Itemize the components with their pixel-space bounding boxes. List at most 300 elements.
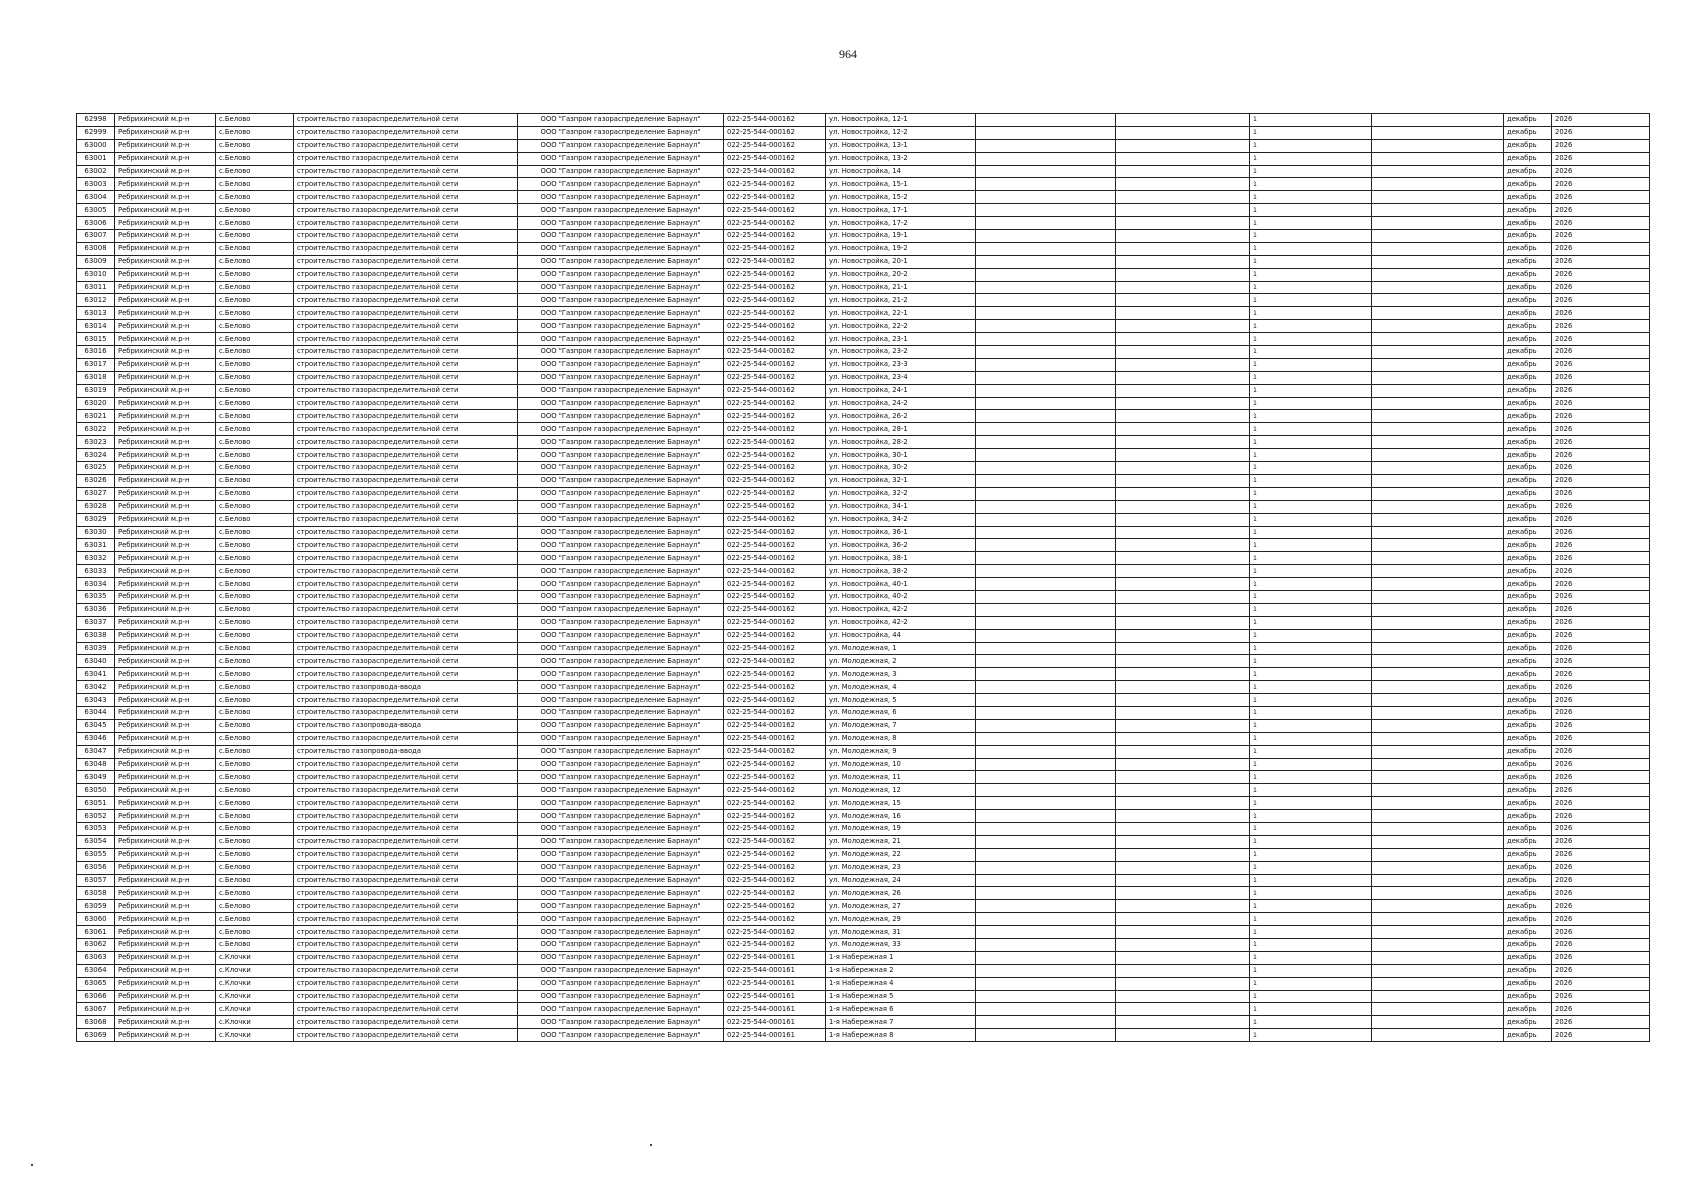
activity-cell: строительство газораспределительной сети: [294, 578, 518, 591]
month-cell: декабрь: [1504, 204, 1552, 217]
organization-cell: ООО "Газпром газораспределение Барнаул": [518, 951, 724, 964]
district-cell: Ребрихинский м.р-н: [115, 217, 216, 230]
year-cell: 2026: [1552, 230, 1650, 243]
organization-cell: ООО "Газпром газораспределение Барнаул": [518, 539, 724, 552]
table-row: [77, 848, 1650, 861]
quantity-cell: 1: [1250, 139, 1372, 152]
organization-cell: ООО "Газпром газораспределение Барнаул": [518, 848, 724, 861]
settlement-cell: с.Клочки: [216, 964, 294, 977]
activity-cell: строительство газораспределительной сети: [294, 268, 518, 281]
district-cell: Ребрихинский м.р-н: [115, 410, 216, 423]
district-cell: Ребрихинский м.р-н: [115, 513, 216, 526]
quantity-cell: 1: [1250, 797, 1372, 810]
blank-b-cell: [1116, 951, 1250, 964]
row-number-cell: 63066: [77, 990, 115, 1003]
row-number-cell: 63010: [77, 268, 115, 281]
year-cell: 2026: [1552, 590, 1650, 603]
table-row: [77, 487, 1650, 500]
table-row: [77, 810, 1650, 823]
blank-b-cell: [1116, 358, 1250, 371]
address-cell: ул. Новостройка, 28-1: [826, 423, 976, 436]
district-cell: Ребрихинский м.р-н: [115, 848, 216, 861]
quantity-cell: 1: [1250, 977, 1372, 990]
year-cell: 2026: [1552, 629, 1650, 642]
row-number-cell: 63040: [77, 655, 115, 668]
program-number-cell: 022-25-544-000162: [724, 526, 826, 539]
blank-a-cell: [976, 1016, 1116, 1029]
district-cell: Ребрихинский м.р-н: [115, 964, 216, 977]
activity-cell: строительство газораспределительной сети: [294, 371, 518, 384]
row-number-cell: 63045: [77, 719, 115, 732]
blank-b-cell: [1116, 397, 1250, 410]
program-number-cell: 022-25-544-000162: [724, 114, 826, 127]
year-cell: 2026: [1552, 848, 1650, 861]
settlement-cell: с.Белово: [216, 900, 294, 913]
activity-cell: строительство газораспределительной сети: [294, 668, 518, 681]
table-row: [77, 861, 1650, 874]
address-cell: ул. Новостройка, 19-1: [826, 230, 976, 243]
row-number-cell: 63037: [77, 616, 115, 629]
blank-a-cell: [976, 964, 1116, 977]
blank-c-cell: [1372, 655, 1504, 668]
year-cell: 2026: [1552, 977, 1650, 990]
year-cell: 2026: [1552, 784, 1650, 797]
row-number-cell: 63031: [77, 539, 115, 552]
row-number-cell: 63046: [77, 732, 115, 745]
blank-c-cell: [1372, 346, 1504, 359]
blank-b-cell: [1116, 822, 1250, 835]
program-number-cell: 022-25-544-000162: [724, 745, 826, 758]
district-cell: Ребрихинский м.р-н: [115, 165, 216, 178]
organization-cell: ООО "Газпром газораспределение Барнаул": [518, 526, 724, 539]
blank-a-cell: [976, 835, 1116, 848]
blank-a-cell: [976, 990, 1116, 1003]
table-row: [77, 719, 1650, 732]
year-cell: 2026: [1552, 358, 1650, 371]
month-cell: декабрь: [1504, 152, 1552, 165]
district-cell: Ребрихинский м.р-н: [115, 719, 216, 732]
blank-c-cell: [1372, 810, 1504, 823]
activity-cell: строительство газораспределительной сети: [294, 1029, 518, 1042]
blank-a-cell: [976, 371, 1116, 384]
organization-cell: ООО "Газпром газораспределение Барнаул": [518, 178, 724, 191]
blank-a-cell: [976, 629, 1116, 642]
row-number-cell: 63058: [77, 887, 115, 900]
activity-cell: строительство газораспределительной сети: [294, 926, 518, 939]
district-cell: Ребрихинский м.р-н: [115, 900, 216, 913]
blank-c-cell: [1372, 358, 1504, 371]
settlement-cell: с.Белово: [216, 745, 294, 758]
address-cell: ул. Новостройка, 24-1: [826, 384, 976, 397]
settlement-cell: с.Белово: [216, 230, 294, 243]
activity-cell: строительство газораспределительной сети: [294, 874, 518, 887]
district-cell: Ребрихинский м.р-н: [115, 771, 216, 784]
row-number-cell: 63065: [77, 977, 115, 990]
blank-a-cell: [976, 449, 1116, 462]
table-row: [77, 913, 1650, 926]
blank-b-cell: [1116, 745, 1250, 758]
table-row: [77, 694, 1650, 707]
table-row: [77, 217, 1650, 230]
district-cell: Ребрихинский м.р-н: [115, 835, 216, 848]
row-number-cell: 63017: [77, 358, 115, 371]
activity-cell: строительство газораспределительной сети: [294, 384, 518, 397]
year-cell: 2026: [1552, 616, 1650, 629]
organization-cell: ООО "Газпром газораспределение Барнаул": [518, 797, 724, 810]
month-cell: декабрь: [1504, 822, 1552, 835]
program-number-cell: 022-25-544-000162: [724, 822, 826, 835]
program-number-cell: 022-25-544-000162: [724, 668, 826, 681]
blank-a-cell: [976, 681, 1116, 694]
register-table: [76, 113, 1650, 1042]
activity-cell: строительство газораспределительной сети: [294, 706, 518, 719]
settlement-cell: с.Белово: [216, 165, 294, 178]
year-cell: 2026: [1552, 964, 1650, 977]
program-number-cell: 022-25-544-000162: [724, 423, 826, 436]
blank-b-cell: [1116, 526, 1250, 539]
program-number-cell: 022-25-544-000162: [724, 629, 826, 642]
blank-b-cell: [1116, 281, 1250, 294]
program-number-cell: 022-25-544-000161: [724, 990, 826, 1003]
quantity-cell: 1: [1250, 1016, 1372, 1029]
row-number-cell: 63028: [77, 500, 115, 513]
district-cell: Ребрихинский м.р-н: [115, 397, 216, 410]
month-cell: декабрь: [1504, 835, 1552, 848]
table-row: [77, 681, 1650, 694]
settlement-cell: с.Белово: [216, 822, 294, 835]
year-cell: 2026: [1552, 294, 1650, 307]
year-cell: 2026: [1552, 436, 1650, 449]
blank-b-cell: [1116, 590, 1250, 603]
activity-cell: строительство газораспределительной сети: [294, 462, 518, 475]
table-row: [77, 835, 1650, 848]
row-number-cell: 63056: [77, 861, 115, 874]
table-row: [77, 655, 1650, 668]
program-number-cell: 022-25-544-000162: [724, 513, 826, 526]
program-number-cell: 022-25-544-000162: [724, 926, 826, 939]
program-number-cell: 022-25-544-000162: [724, 603, 826, 616]
year-cell: 2026: [1552, 1016, 1650, 1029]
activity-cell: строительство газораспределительной сети: [294, 900, 518, 913]
program-number-cell: 022-25-544-000162: [724, 861, 826, 874]
activity-cell: строительство газораспределительной сети: [294, 320, 518, 333]
blank-c-cell: [1372, 474, 1504, 487]
organization-cell: ООО "Газпром газораспределение Барнаул": [518, 320, 724, 333]
blank-c-cell: [1372, 436, 1504, 449]
activity-cell: строительство газораспределительной сети: [294, 552, 518, 565]
settlement-cell: с.Белово: [216, 371, 294, 384]
month-cell: декабрь: [1504, 848, 1552, 861]
organization-cell: ООО "Газпром газораспределение Барнаул": [518, 565, 724, 578]
blank-b-cell: [1116, 565, 1250, 578]
program-number-cell: 022-25-544-000161: [724, 1016, 826, 1029]
blank-a-cell: [976, 887, 1116, 900]
district-cell: Ребрихинский м.р-н: [115, 114, 216, 127]
row-number-cell: 63029: [77, 513, 115, 526]
blank-a-cell: [976, 655, 1116, 668]
blank-c-cell: [1372, 887, 1504, 900]
row-number-cell: 63006: [77, 217, 115, 230]
settlement-cell: с.Белово: [216, 616, 294, 629]
program-number-cell: 022-25-544-000161: [724, 977, 826, 990]
blank-b-cell: [1116, 719, 1250, 732]
blank-c-cell: [1372, 114, 1504, 127]
month-cell: декабрь: [1504, 874, 1552, 887]
settlement-cell: с.Белово: [216, 449, 294, 462]
organization-cell: ООО "Газпром газораспределение Барнаул": [518, 204, 724, 217]
district-cell: Ребрихинский м.р-н: [115, 500, 216, 513]
blank-c-cell: [1372, 384, 1504, 397]
quantity-cell: 1: [1250, 784, 1372, 797]
activity-cell: строительство газораспределительной сети: [294, 758, 518, 771]
quantity-cell: 1: [1250, 449, 1372, 462]
program-number-cell: 022-25-544-000162: [724, 539, 826, 552]
row-number-cell: 63026: [77, 474, 115, 487]
table-row: [77, 642, 1650, 655]
table-row: [77, 165, 1650, 178]
blank-c-cell: [1372, 281, 1504, 294]
address-cell: ул. Молодежная, 16: [826, 810, 976, 823]
address-cell: ул. Молодежная, 10: [826, 758, 976, 771]
row-number-cell: 63060: [77, 913, 115, 926]
blank-c-cell: [1372, 526, 1504, 539]
blank-c-cell: [1372, 565, 1504, 578]
blank-c-cell: [1372, 255, 1504, 268]
blank-c-cell: [1372, 616, 1504, 629]
year-cell: 2026: [1552, 307, 1650, 320]
table-row: [77, 552, 1650, 565]
program-number-cell: 022-25-544-000162: [724, 835, 826, 848]
activity-cell: строительство газораспределительной сети: [294, 694, 518, 707]
blank-c-cell: [1372, 797, 1504, 810]
program-number-cell: 022-25-544-000162: [724, 139, 826, 152]
address-cell: ул. Новостройка, 22-2: [826, 320, 976, 333]
district-cell: Ребрихинский м.р-н: [115, 565, 216, 578]
year-cell: 2026: [1552, 874, 1650, 887]
quantity-cell: 1: [1250, 358, 1372, 371]
program-number-cell: 022-25-544-000162: [724, 900, 826, 913]
quantity-cell: 1: [1250, 900, 1372, 913]
settlement-cell: с.Белово: [216, 939, 294, 952]
blank-a-cell: [976, 590, 1116, 603]
district-cell: Ребрихинский м.р-н: [115, 230, 216, 243]
month-cell: декабрь: [1504, 384, 1552, 397]
blank-c-cell: [1372, 951, 1504, 964]
row-number-cell: 62998: [77, 114, 115, 127]
row-number-cell: 63005: [77, 204, 115, 217]
quantity-cell: 1: [1250, 526, 1372, 539]
activity-cell: строительство газораспределительной сети: [294, 990, 518, 1003]
blank-c-cell: [1372, 410, 1504, 423]
program-number-cell: 022-25-544-000162: [724, 165, 826, 178]
year-cell: 2026: [1552, 706, 1650, 719]
district-cell: Ребрихинский м.р-н: [115, 977, 216, 990]
activity-cell: строительство газораспределительной сети: [294, 294, 518, 307]
address-cell: ул. Молодежная, 21: [826, 835, 976, 848]
address-cell: ул. Новостройка, 40-2: [826, 590, 976, 603]
table-row: [77, 990, 1650, 1003]
blank-a-cell: [976, 706, 1116, 719]
program-number-cell: 022-25-544-000162: [724, 294, 826, 307]
district-cell: Ребрихинский м.р-н: [115, 887, 216, 900]
address-cell: 1-я Набережная 2: [826, 964, 976, 977]
blank-b-cell: [1116, 242, 1250, 255]
row-number-cell: 63062: [77, 939, 115, 952]
address-cell: ул. Новостройка, 34-2: [826, 513, 976, 526]
table-row: [77, 307, 1650, 320]
month-cell: декабрь: [1504, 964, 1552, 977]
year-cell: 2026: [1552, 462, 1650, 475]
quantity-cell: 1: [1250, 178, 1372, 191]
blank-b-cell: [1116, 126, 1250, 139]
table-row: [77, 333, 1650, 346]
row-number-cell: 63054: [77, 835, 115, 848]
blank-c-cell: [1372, 681, 1504, 694]
year-cell: 2026: [1552, 939, 1650, 952]
settlement-cell: с.Белово: [216, 436, 294, 449]
month-cell: декабрь: [1504, 887, 1552, 900]
quantity-cell: 1: [1250, 462, 1372, 475]
program-number-cell: 022-25-544-000161: [724, 1003, 826, 1016]
quantity-cell: 1: [1250, 423, 1372, 436]
organization-cell: ООО "Газпром газораспределение Барнаул": [518, 217, 724, 230]
organization-cell: ООО "Газпром газораспределение Барнаул": [518, 642, 724, 655]
blank-c-cell: [1372, 178, 1504, 191]
quantity-cell: 1: [1250, 165, 1372, 178]
activity-cell: строительство газопровода-ввода: [294, 719, 518, 732]
address-cell: ул. Новостройка, 32-2: [826, 487, 976, 500]
month-cell: декабрь: [1504, 526, 1552, 539]
organization-cell: ООО "Газпром газораспределение Барнаул": [518, 165, 724, 178]
quantity-cell: 1: [1250, 694, 1372, 707]
blank-a-cell: [976, 668, 1116, 681]
month-cell: декабрь: [1504, 1029, 1552, 1042]
table-row: [77, 1016, 1650, 1029]
year-cell: 2026: [1552, 642, 1650, 655]
quantity-cell: 1: [1250, 513, 1372, 526]
activity-cell: строительство газораспределительной сети: [294, 797, 518, 810]
row-number-cell: 63043: [77, 694, 115, 707]
blank-a-cell: [976, 333, 1116, 346]
settlement-cell: с.Белово: [216, 539, 294, 552]
blank-a-cell: [976, 771, 1116, 784]
year-cell: 2026: [1552, 139, 1650, 152]
year-cell: 2026: [1552, 346, 1650, 359]
program-number-cell: 022-25-544-000162: [724, 371, 826, 384]
blank-b-cell: [1116, 977, 1250, 990]
row-number-cell: 63038: [77, 629, 115, 642]
program-number-cell: 022-25-544-000162: [724, 268, 826, 281]
row-number-cell: 63041: [77, 668, 115, 681]
month-cell: декабрь: [1504, 565, 1552, 578]
blank-c-cell: [1372, 990, 1504, 1003]
table-row: [77, 822, 1650, 835]
year-cell: 2026: [1552, 694, 1650, 707]
quantity-cell: 1: [1250, 616, 1372, 629]
blank-b-cell: [1116, 462, 1250, 475]
month-cell: декабрь: [1504, 913, 1552, 926]
address-cell: ул. Новостройка, 21-1: [826, 281, 976, 294]
row-number-cell: 63059: [77, 900, 115, 913]
month-cell: декабрь: [1504, 681, 1552, 694]
activity-cell: строительство газораспределительной сети: [294, 204, 518, 217]
blank-a-cell: [976, 951, 1116, 964]
organization-cell: ООО "Газпром газораспределение Барнаул": [518, 616, 724, 629]
row-number-cell: 63007: [77, 230, 115, 243]
settlement-cell: с.Белово: [216, 694, 294, 707]
month-cell: декабрь: [1504, 255, 1552, 268]
table-row: [77, 526, 1650, 539]
blank-a-cell: [976, 139, 1116, 152]
address-cell: ул. Новостройка, 19-2: [826, 242, 976, 255]
quantity-cell: 1: [1250, 745, 1372, 758]
month-cell: декабрь: [1504, 346, 1552, 359]
district-cell: Ребрихинский м.р-н: [115, 423, 216, 436]
district-cell: Ребрихинский м.р-н: [115, 436, 216, 449]
district-cell: Ребрихинский м.р-н: [115, 242, 216, 255]
row-number-cell: 63044: [77, 706, 115, 719]
blank-a-cell: [976, 926, 1116, 939]
month-cell: декабрь: [1504, 642, 1552, 655]
blank-a-cell: [976, 977, 1116, 990]
address-cell: ул. Молодежная, 1: [826, 642, 976, 655]
settlement-cell: с.Белово: [216, 358, 294, 371]
address-cell: ул. Новостройка, 32-1: [826, 474, 976, 487]
address-cell: 1-я Набережная 4: [826, 977, 976, 990]
month-cell: декабрь: [1504, 500, 1552, 513]
row-number-cell: 63016: [77, 346, 115, 359]
quantity-cell: 1: [1250, 887, 1372, 900]
address-cell: ул. Молодежная, 5: [826, 694, 976, 707]
activity-cell: строительство газораспределительной сети: [294, 642, 518, 655]
table-row: [77, 191, 1650, 204]
settlement-cell: с.Белово: [216, 629, 294, 642]
quantity-cell: 1: [1250, 926, 1372, 939]
address-cell: ул. Молодежная, 7: [826, 719, 976, 732]
organization-cell: ООО "Газпром газораспределение Барнаул": [518, 926, 724, 939]
program-number-cell: 022-25-544-000162: [724, 333, 826, 346]
program-number-cell: 022-25-544-000162: [724, 152, 826, 165]
quantity-cell: 1: [1250, 939, 1372, 952]
address-cell: ул. Новостройка, 13-2: [826, 152, 976, 165]
month-cell: декабрь: [1504, 281, 1552, 294]
activity-cell: строительство газораспределительной сети: [294, 539, 518, 552]
blank-a-cell: [976, 552, 1116, 565]
blank-a-cell: [976, 513, 1116, 526]
blank-a-cell: [976, 165, 1116, 178]
year-cell: 2026: [1552, 835, 1650, 848]
address-cell: ул. Новостройка, 17-1: [826, 204, 976, 217]
address-cell: ул. Молодежная, 22: [826, 848, 976, 861]
table-row: [77, 590, 1650, 603]
table-row: [77, 706, 1650, 719]
row-number-cell: 63034: [77, 578, 115, 591]
month-cell: декабрь: [1504, 191, 1552, 204]
settlement-cell: с.Белово: [216, 320, 294, 333]
quantity-cell: 1: [1250, 436, 1372, 449]
organization-cell: ООО "Газпром газораспределение Барнаул": [518, 578, 724, 591]
blank-c-cell: [1372, 397, 1504, 410]
activity-cell: строительство газораспределительной сети: [294, 513, 518, 526]
settlement-cell: с.Белово: [216, 474, 294, 487]
quantity-cell: 1: [1250, 500, 1372, 513]
address-cell: ул. Новостройка, 22-1: [826, 307, 976, 320]
activity-cell: строительство газораспределительной сети: [294, 126, 518, 139]
activity-cell: строительство газораспределительной сети: [294, 526, 518, 539]
organization-cell: ООО "Газпром газораспределение Барнаул": [518, 655, 724, 668]
year-cell: 2026: [1552, 268, 1650, 281]
blank-c-cell: [1372, 500, 1504, 513]
